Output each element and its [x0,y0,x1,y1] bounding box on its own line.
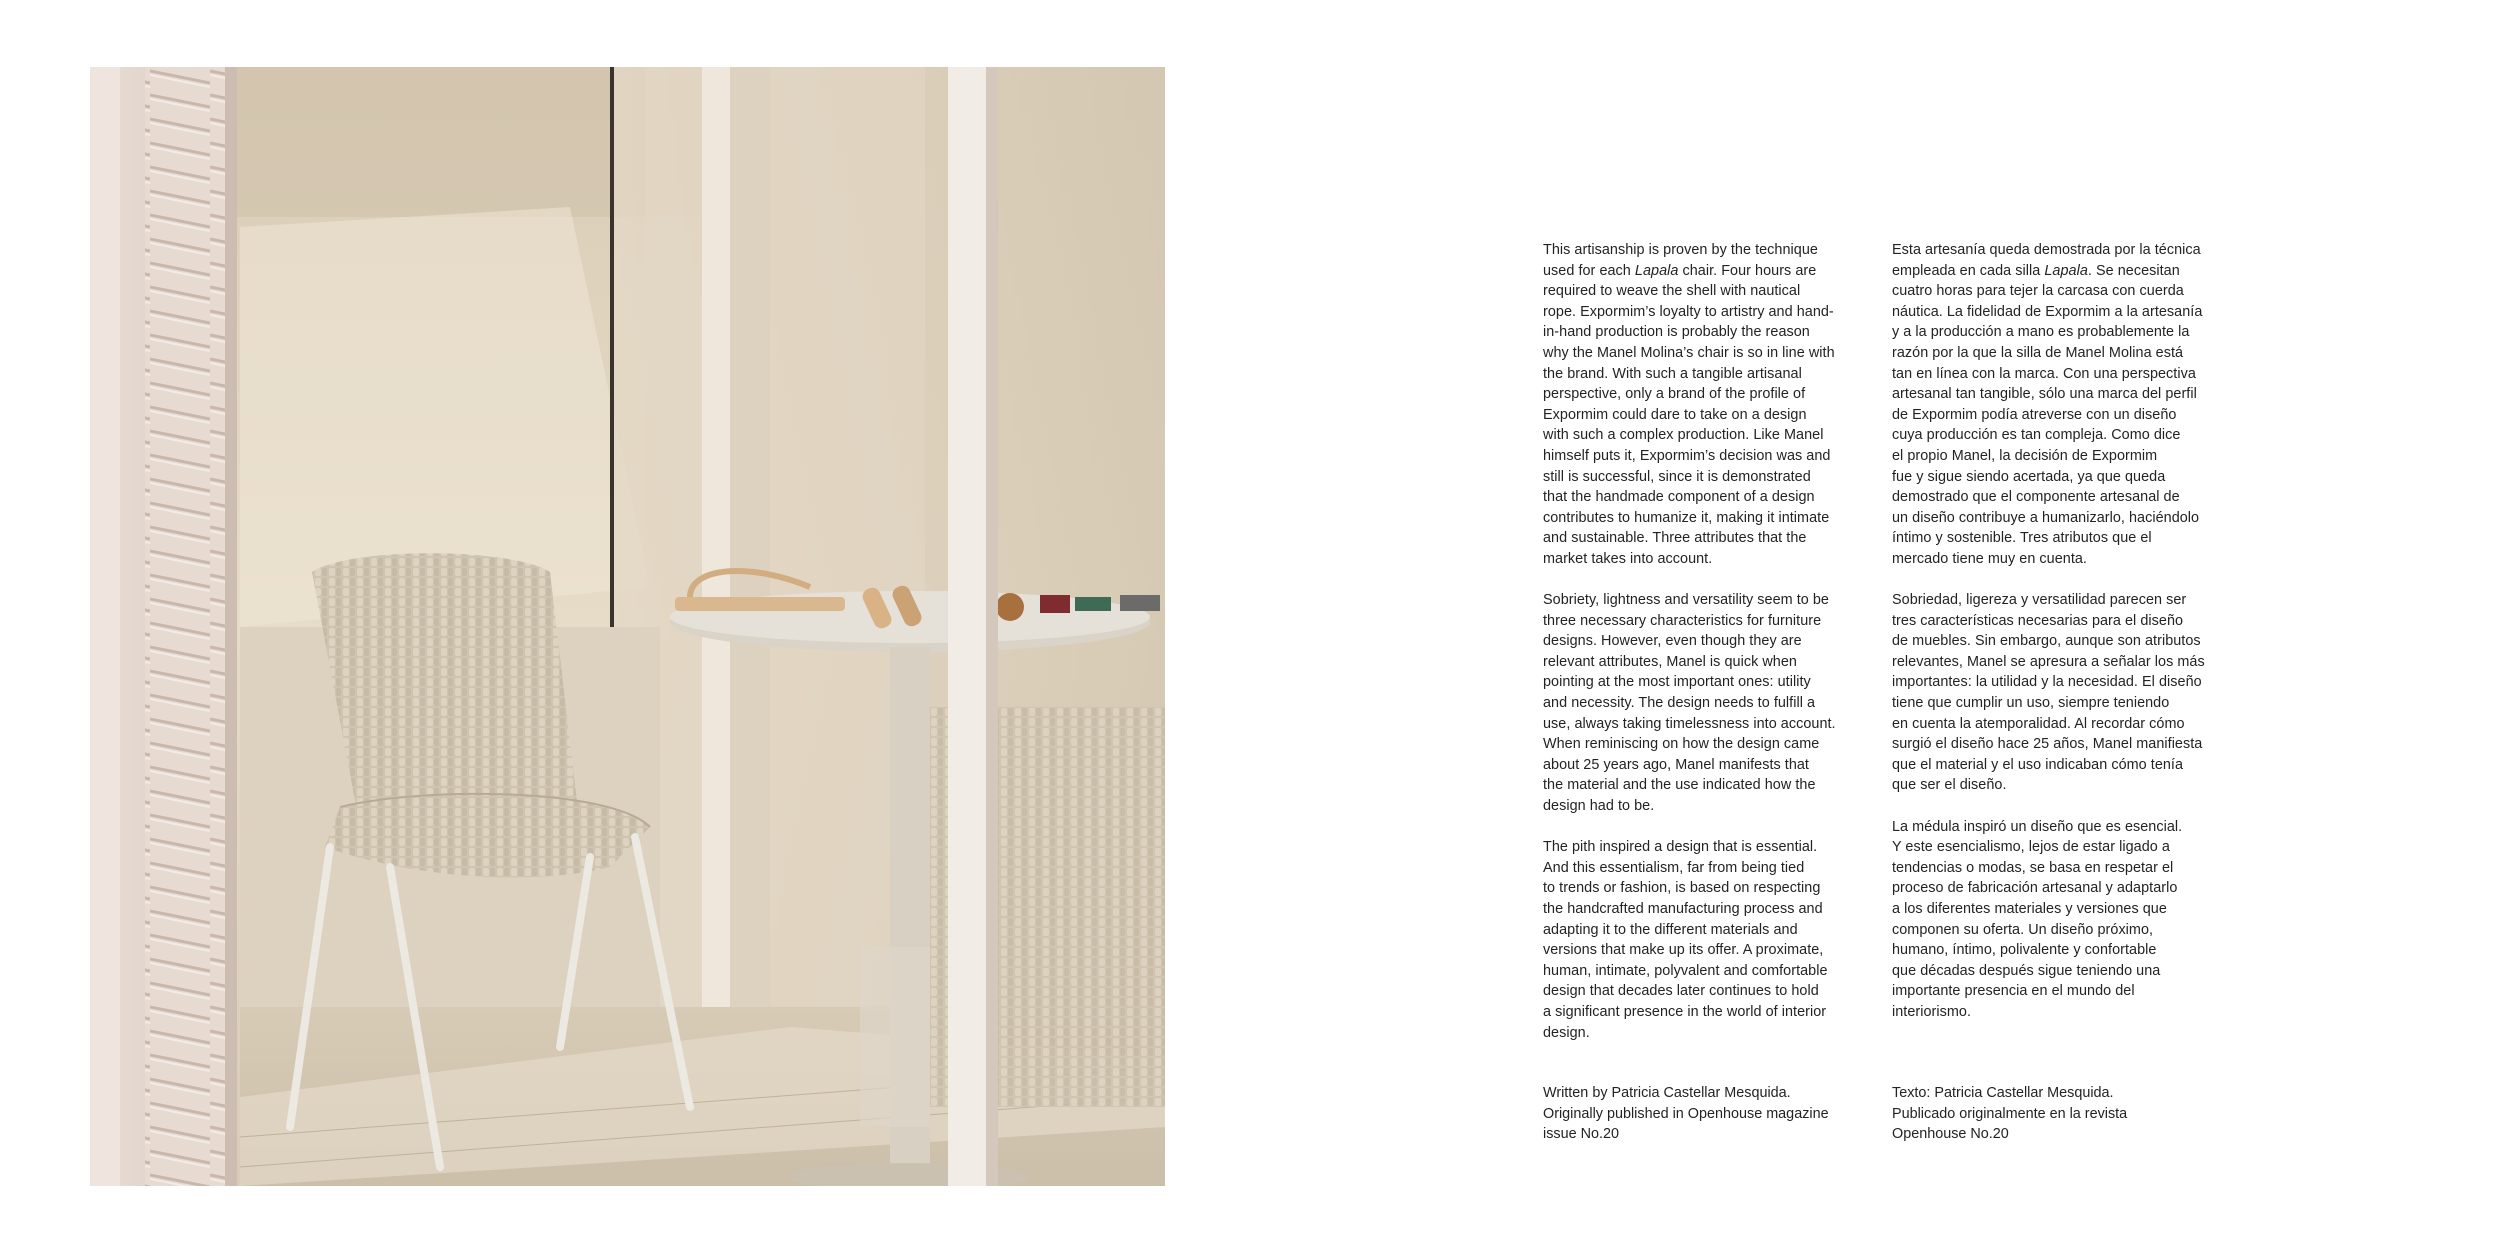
chair-table-illustration [90,67,1165,1186]
english-paragraph-3: The pith inspired a design that is essential. And this essentialism, far from being tied to trends or fashion, is based on respecting the handcrafted manufacturing process and adapting it to the different materials and versions that make up its offer. A proximate, human, intimate, polyvalent and comfortable design that decades later continues to hold a significant presence in the world of interior design. [1543,839,1828,1041]
english-credit: Written by Patricia Castellar Mesquida. Originally published in Openhouse magazine issue No.20 [1543,1085,1829,1143]
spanish-column [1892,240,2222,1043]
interior-photo [90,67,1165,1186]
spanish-paragraph-2: Sobriedad, ligereza y versatilidad parecen ser tres características necesarias para el diseño de muebles. Sin embargo, aunque son atributos relevantes, Manel se apresura a señalar los más importantes: la utilidad y la necesidad. El diseño tiene que cumplir un uso, siempre teniendo en cuenta la atemporalidad. Al recordar cómo surgió el diseño hace 25 años, Manel manifiesta que el material y el uso indicaban cómo tenía que ser el diseño. [1892,592,2205,794]
english-paragraph-2: Sobriety, lightness and versatility seem to be three necessary characteristics for furniture designs. However, even though they are relevant attributes, Manel is quick when pointing at the most important ones: utility and necessity. The design needs to fulfill a use, always taking timelessness into account. When reminiscing on how the design came about 25 years ago, Manel manifests that the material and the use indicated how the design had to be. [1543,592,1836,815]
english-paragraph-1: This artisanship is proven by the technique used for each Lapala chair. Four hours are required to weave the shell with nautical rope. Expormim’s loyalty to artistry and hand- in-hand production is probably the reason why the Manel Molina’s chair is so in line with the brand. With such a tangible artisanal perspective, only a brand of the profile of Expormim could dare to take on a design with such a complex production. Like Manel himself puts it, Expormim’s decision was and still is successful, since it is demonstrated that the handmade component of a design contributes to humanize it, making it intimate and sustainable. Three attributes that the market takes into account. [1543,242,1835,567]
chair-name-italic: Lapala [2044,262,2088,279]
spanish-paragraph-3: La médula inspiró un diseño que es esencial. Y este esencialismo, lejos de estar ligado a tendencias o modas, se basa en respetar el proceso de fabricación artesanal y adaptarlo a los diferentes materiales y versiones que componen su oferta. Un diseño próximo, humano, íntimo, polivalente y confortable que décadas después sigue teniendo una importante presencia en el mundo del interiorismo. [1892,818,2183,1020]
english-column [1543,240,1873,1064]
spanish-paragraph-1: Esta artesanía queda demostrada por la técnica empleada en cada silla Lapala. Se necesitan cuatro horas para tejer la carcasa con cuerda náutica. La fidelidad de Expormim a la artesanía y a la producción a mano es probablemente la razón por la que la silla de Manel Molina está tan en línea con la marca. Con una perspectiva artesanal tan tangible, sólo una marca del perfil de Expormim podía atreverse con un diseño cuya producción es tan compleja. Como dice el propio Manel, la decisión de Expormim fue y sigue siendo acertada, ya que queda demostrado que el componente artesanal de un diseño contribuye a humanizarlo, haciéndolo íntimo y sostenible. Tres atributos que el mercado tiene muy en cuenta. [1892,242,2203,567]
spanish-credit: Texto: Patricia Castellar Mesquida. Publicado originalmente en la revista Openhouse No.20 [1892,1085,2128,1143]
chair-name-italic: Lapala [1634,262,1679,279]
